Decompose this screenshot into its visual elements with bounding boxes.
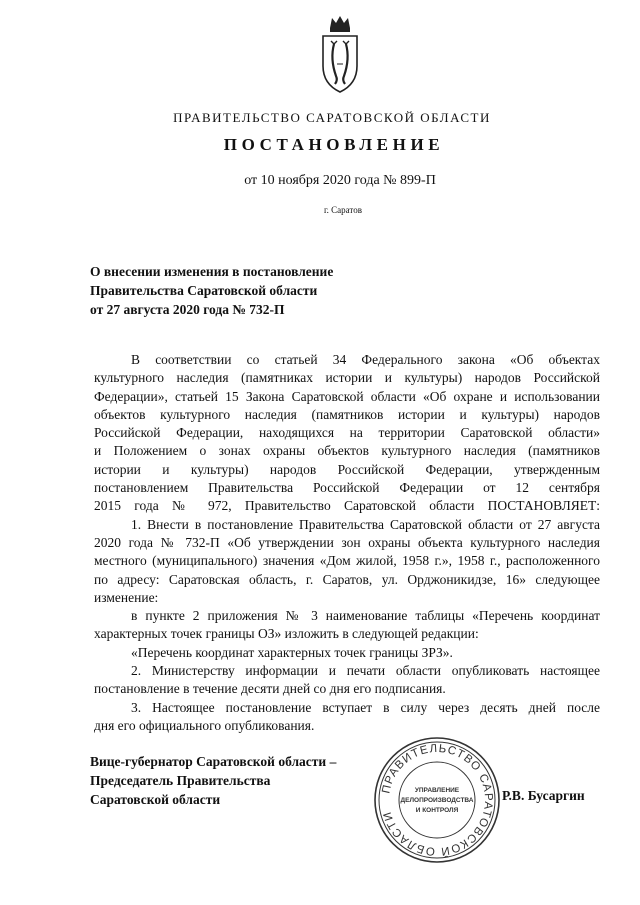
body-line: В соответствии со статьей 34 Федерального закона «Об объектах: [131, 352, 600, 367]
subject-line: Правительства Саратовской области: [90, 283, 318, 298]
stamp-outer-text: ПРАВИТЕЛЬСТВО САРАТОВСКОЙ ОБЛАСТИ: [380, 742, 495, 858]
signature-title-line: Председатель Правительства: [90, 773, 271, 788]
signature-title-line: Саратовской области: [90, 792, 221, 807]
body-line: объектов культурного наследия (памятников истории и культуры) народов: [94, 406, 600, 422]
stamp-inner-line: ДЕЛОПРОИЗВОДСТВА: [400, 797, 474, 804]
body-line: 2020 года № 732-П «Об утверждении зон охраны объекта культурного наследия: [94, 534, 600, 550]
document-subject: [90, 262, 333, 319]
body-line: и Положением о зонах охраны объектов культурного наследия (памятников: [94, 443, 600, 459]
body-line: 3. Настоящее постановление вступает в силу через десять дней после: [131, 699, 600, 715]
signature-title: [90, 752, 336, 809]
body-line: истории и культуры) народов Российской Федерации, утвержденным: [94, 461, 600, 477]
coat-of-arms-emblem: [318, 14, 362, 96]
document-type-title: ПОСТАНОВЛЕНИЕ: [223, 135, 445, 154]
body-line: местного (муниципального) значения «Дом жилой, 1958 г.», 1958 г., расположенного: [94, 553, 600, 569]
body-line: культурного наследия (памятниках истории и культуры) народов Российской: [94, 370, 600, 386]
signatory-name: Р.В. Бусаргин: [502, 788, 585, 803]
body-line: дня его официального опубликования.: [94, 717, 315, 733]
body-line: 1. Внести в постановление Правительства Саратовской области от 27 августа: [131, 516, 600, 532]
body-line: Федерации», статьей 15 Закона Саратовской области «Об охране и использовании: [94, 388, 600, 404]
subject-line: О внесении изменения в постановление: [90, 264, 334, 279]
body-line: «Перечень координат характерных точек границы ЗРЗ».: [131, 644, 453, 660]
body-line: по адресу: Саратовская область, г. Саратов, ул. Орджоникидзе, 16» следующее: [94, 571, 600, 587]
stamp-inner-line: И КОНТРОЛЯ: [415, 807, 459, 814]
body-line: изменение:: [94, 589, 159, 605]
signature-title-line: Вице-губернатор Саратовской области –: [90, 754, 337, 769]
body-line: характерных точек границы ОЗ» изложить в следующей редакции:: [94, 626, 479, 642]
document-date-number: от 10 ноября 2020 года № 899-П: [244, 173, 436, 188]
body-line: в пункте 2 приложения № 3 наименование таблицы «Перечень координат: [131, 608, 600, 624]
subject-line: от 27 августа 2020 года № 732-П: [90, 302, 285, 317]
stamp-inner-line: УПРАВЛЕНИЕ: [414, 787, 460, 794]
body-line: постановлением Правительства Российской Федерации от 12 сентября: [94, 480, 600, 496]
document-city: г. Саратов: [324, 205, 362, 215]
official-stamp: [372, 735, 502, 865]
body-line: Российской Федерации, находящихся на территории Саратовской области»: [94, 425, 600, 441]
document-body: [94, 351, 600, 735]
organization-title: ПРАВИТЕЛЬСТВО САРАТОВСКОЙ ОБЛАСТИ: [173, 110, 491, 125]
body-line: 2. Министерству информации и печати области опубликовать настоящее: [131, 663, 600, 679]
body-line: постановление в течение десяти дней со дня его подписания.: [94, 681, 446, 697]
body-line: 2015 года № 972, Правительство Саратовской области ПОСТАНОВЛЯЕТ:: [94, 498, 600, 514]
